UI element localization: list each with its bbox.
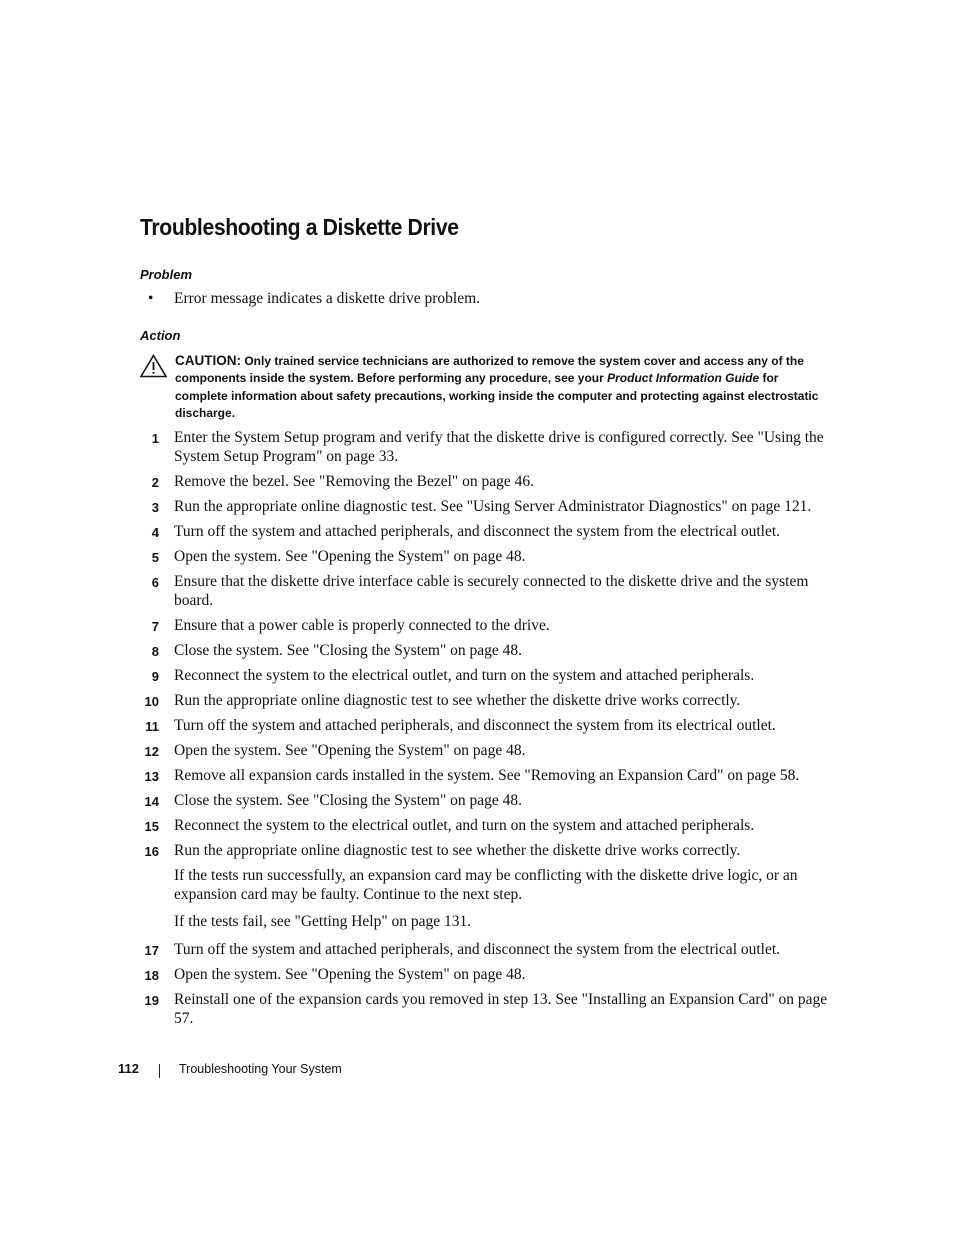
step-item bbox=[140, 428, 830, 466]
step-number: 19 bbox=[144, 993, 159, 1008]
step-item bbox=[140, 641, 830, 660]
step-text: Ensure that the diskette drive interface cable is securely connected to the diskette drive and the system board. bbox=[174, 573, 809, 609]
step-number: 7 bbox=[151, 619, 159, 634]
step-number: 13 bbox=[144, 769, 159, 784]
action-label: Action bbox=[140, 328, 181, 343]
problem-bullet-text: Error message indicates a diskette drive problem. bbox=[174, 290, 481, 307]
step-item bbox=[140, 666, 830, 685]
step-text: Enter the System Setup program and verify that the diskette drive is configured correctly. See "Using the System Setup Program" on page 33. bbox=[174, 429, 824, 465]
page-title: Troubleshooting a Diskette Drive bbox=[140, 214, 459, 240]
step-item bbox=[140, 691, 830, 710]
page-number: 112 bbox=[118, 1061, 139, 1076]
caution-label: CAUTION: bbox=[175, 353, 241, 368]
step-note: If the tests fail, see "Getting Help" on page 131. bbox=[174, 913, 472, 930]
step-number: 10 bbox=[144, 694, 159, 709]
step-number: 3 bbox=[151, 500, 159, 515]
step-text: Reinstall one of the expansion cards you removed in step 13. See "Installing an Expansion Card" on page 57. bbox=[174, 991, 828, 1027]
step-text: Close the system. See "Closing the System" on page 48. bbox=[174, 642, 523, 659]
step-item bbox=[140, 940, 830, 959]
step-text: Close the system. See "Closing the System" on page 48. bbox=[174, 792, 523, 809]
step-text: Open the system. See "Opening the System" on page 48. bbox=[174, 966, 526, 983]
step-number: 6 bbox=[151, 575, 159, 590]
step-number: 15 bbox=[144, 819, 159, 834]
step-item bbox=[140, 791, 830, 810]
step-item bbox=[140, 547, 830, 566]
step-number: 17 bbox=[144, 943, 159, 958]
step-note: If the tests run successfully, an expansion card may be conflicting with the diskette drive logic, or an expansion card may be faulty. Continue to the next step. bbox=[174, 867, 798, 903]
step-text: Turn off the system and attached peripherals, and disconnect the system from the electrical outlet. bbox=[174, 941, 781, 958]
step-text: Turn off the system and attached peripherals, and disconnect the system from the electrical outlet. bbox=[174, 523, 781, 540]
step-number: 9 bbox=[151, 669, 159, 684]
step-item bbox=[140, 741, 830, 760]
step-item bbox=[140, 522, 830, 541]
step-item bbox=[140, 990, 830, 1028]
step-text: Run the appropriate online diagnostic test. See "Using Server Administrator Diagnostics" on page 121. bbox=[174, 498, 812, 515]
caution-body-start: Only trained service technicians are authorized to remove the system cover and access any of the components inside the system. Before performing any procedure, see your bbox=[175, 354, 804, 386]
step-item bbox=[140, 497, 830, 516]
step-text: Remove the bezel. See "Removing the Bezel" on page 46. bbox=[174, 473, 535, 490]
step-number: 4 bbox=[151, 525, 159, 540]
step-text: Turn off the system and attached peripherals, and disconnect the system from its electrical outlet. bbox=[174, 717, 776, 734]
step-text: Open the system. See "Opening the System" on page 48. bbox=[174, 742, 526, 759]
step-number: 14 bbox=[144, 794, 159, 809]
step-item bbox=[140, 716, 830, 735]
step-item bbox=[140, 472, 830, 491]
step-text: Reconnect the system to the electrical outlet, and turn on the system and attached peripherals. bbox=[174, 667, 755, 684]
step-item bbox=[140, 841, 830, 931]
step-number: 18 bbox=[144, 968, 159, 983]
bullet-icon: • bbox=[148, 290, 154, 307]
procedure-steps bbox=[140, 428, 830, 1034]
step-number: 11 bbox=[145, 719, 159, 734]
step-number: 12 bbox=[144, 744, 159, 759]
footer-section-title: Troubleshooting Your System bbox=[179, 1062, 342, 1076]
step-text: Reconnect the system to the electrical outlet, and turn on the system and attached peripherals. bbox=[174, 817, 755, 834]
step-number: 8 bbox=[151, 644, 159, 659]
product-information-guide-title: Product Information Guide bbox=[607, 371, 760, 386]
step-number: 2 bbox=[151, 475, 159, 490]
step-item bbox=[140, 816, 830, 835]
warning-triangle-icon bbox=[140, 354, 167, 378]
step-item bbox=[140, 965, 830, 984]
problem-label: Problem bbox=[140, 267, 193, 282]
step-item bbox=[140, 616, 830, 635]
step-text: Run the appropriate online diagnostic test to see whether the diskette drive works correctly. bbox=[174, 692, 741, 709]
step-item bbox=[140, 766, 830, 785]
step-number: 16 bbox=[144, 844, 159, 859]
caution-text bbox=[175, 352, 820, 422]
step-text: Open the system. See "Opening the System" on page 48. bbox=[174, 548, 526, 565]
footer-divider bbox=[159, 1064, 160, 1078]
step-text: Remove all expansion cards installed in the system. See "Removing an Expansion Card" on page 58. bbox=[174, 767, 800, 784]
step-number: 1 bbox=[151, 431, 159, 446]
caution-body-end: for complete information about safety precautions, working inside the computer and protecting against electrostatic discharge. bbox=[175, 371, 819, 420]
step-number: 5 bbox=[151, 550, 159, 565]
step-item bbox=[140, 572, 830, 610]
step-text: Run the appropriate online diagnostic test to see whether the diskette drive works correctly. bbox=[174, 842, 741, 859]
step-text: Ensure that a power cable is properly connected to the drive. bbox=[174, 617, 550, 634]
